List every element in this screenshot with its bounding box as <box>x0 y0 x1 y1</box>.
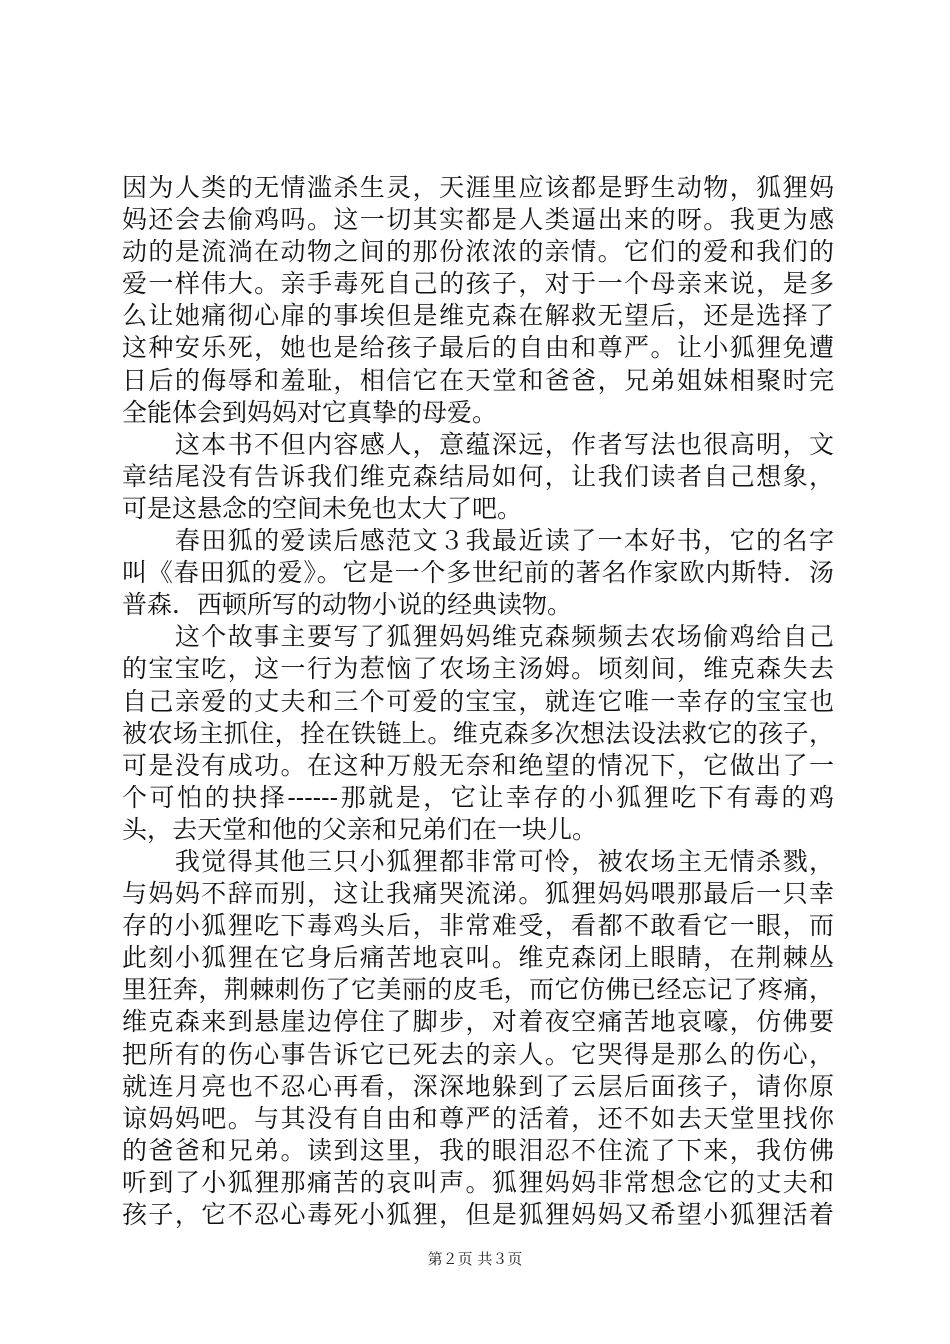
text-line: 被农场主抓住，拴在铁链上。维克森多次想法设法救它的孩子， <box>122 718 834 748</box>
text-line: 春田狐的爱读后感范文３我最近读了一本好书，它的名字 <box>122 526 834 556</box>
text-line: 这个故事主要写了狐狸妈妈维克森频频去农场偷鸡给自己 <box>122 622 834 652</box>
text-line: 谅妈妈吧。与其没有自由和尊严的活着，还不如去天堂里找你 <box>122 1103 834 1133</box>
text-line: 与妈妈不辞而别，这让我痛哭流涕。狐狸妈妈喂那最后一只幸 <box>122 879 834 909</box>
text-line: 这本书不但内容感人，意蕴深远，作者写法也很高明，文 <box>122 429 834 459</box>
text-line: 全能体会到妈妈对它真挚的母爱。 <box>122 397 498 427</box>
text-line: 爱一样伟大。亲手毒死自己的孩子，对于一个母亲来说，是多 <box>122 269 834 299</box>
text-line: 就连月亮也不忍心再看，深深地躲到了云层后面孩子，请你原 <box>122 1071 834 1101</box>
document-body <box>122 172 834 1231</box>
text-line: 妈还会去偷鸡吗。这一切其实都是人类逼出来的呀。我更为感 <box>122 205 834 235</box>
text-line: 孩子，它不忍心毒死小狐狸，但是狐狸妈妈又希望小狐狸活着 <box>122 1200 834 1229</box>
text-line: 此刻小狐狸在它身后痛苦地哀叫。维克森闭上眼睛，在荆棘丛 <box>122 943 834 973</box>
text-line: 头，去天堂和他的父亲和兄弟们在一块儿。 <box>122 814 598 844</box>
text-line: 维克森来到悬崖边停住了脚步，对着夜空痛苦地哀嚎，仿佛要 <box>122 1007 834 1037</box>
text-line: 章结尾没有告诉我们维克森结局如何，让我们读者自己想象， <box>122 461 834 491</box>
page-footer <box>0 1248 950 1269</box>
text-line: 里狂奔，荆棘刺伤了它美丽的皮毛，而它仿佛已经忘记了疼痛， <box>122 975 834 1005</box>
text-line: 个可怕的抉择------那就是，它让幸存的小狐狸吃下有毒的鸡 <box>122 782 834 812</box>
text-line: 叫《春田狐的爱》。它是一个多世纪前的著名作家欧内斯特．汤 <box>122 558 834 588</box>
text-line: 的爸爸和兄弟。读到这里，我的眼泪忍不住流了下来，我仿佛 <box>122 1135 834 1165</box>
text-line: 听到了小狐狸那痛苦的哀叫声。狐狸妈妈非常想念它的丈夫和 <box>122 1167 834 1197</box>
text-line: 的宝宝吃，这一行为惹恼了农场主汤姆。顷刻间，维克森失去 <box>122 654 834 684</box>
text-line: 动的是流淌在动物之间的那份浓浓的亲情。它们的爱和我们的 <box>122 237 834 267</box>
text-line: 把所有的伤心事告诉它已死去的亲人。它哭得是那么的伤心， <box>122 1039 834 1069</box>
text-line: 这种安乐死，她也是给孩子最后的自由和尊严。让小狐狸免遭 <box>122 333 834 363</box>
text-line: 么让她痛彻心扉的事埃但是维克森在解救无望后，还是选择了 <box>122 301 834 331</box>
page-number-label: 第２页 共３页 <box>427 1250 523 1268</box>
text-line: 可是没有成功。在这种万般无奈和绝望的情况下，它做出了一 <box>122 750 834 780</box>
text-line: 普森．西顿所写的动物小说的经典读物。 <box>122 590 573 620</box>
text-line: 日后的侮辱和羞耻，相信它在天堂和爸爸，兄弟姐妹相聚时完 <box>122 365 834 395</box>
text-line: 可是这悬念的空间未免也太大了吧。 <box>122 493 523 523</box>
text-line: 我觉得其他三只小狐狸都非常可怜，被农场主无情杀戮， <box>122 846 834 876</box>
text-line: 因为人类的无情滥杀生灵，天涯里应该都是野生动物，狐狸妈 <box>122 173 834 202</box>
text-line: 存的小狐狸吃下毒鸡头后，非常难受，看都不敢看它一眼，而 <box>122 911 834 941</box>
text-line: 自己亲爱的丈夫和三个可爱的宝宝，就连它唯一幸存的宝宝也 <box>122 686 834 716</box>
